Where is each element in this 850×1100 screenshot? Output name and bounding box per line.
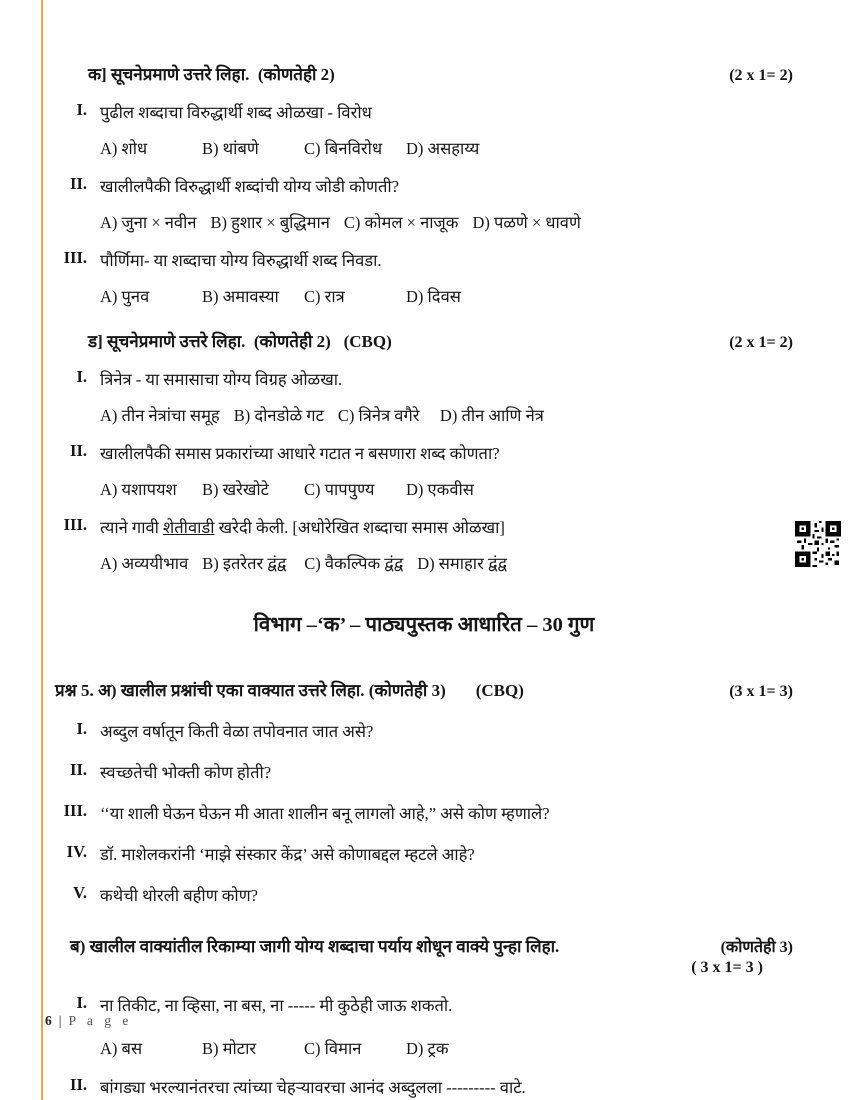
- question-text: पुढील शब्दाचा विरुद्धार्थी शब्द ओळखा - विरोध: [100, 103, 372, 122]
- question-row: [55, 993, 793, 1016]
- question5a-title-text: प्रश्न 5. अ) खालील प्रश्नांची एका वाक्यात उत्तरे लिहा. (कोणतेही 3): [55, 681, 446, 700]
- question-row: [55, 441, 793, 464]
- page-footer: [45, 1013, 132, 1029]
- question-text: डॉ. माशेलकरांनी ‘माझे संस्कार केंद्र’ असे कोणाबद्दल म्हटले आहे?: [100, 845, 475, 864]
- question5b-any3: (कोणतेही 3): [720, 939, 793, 956]
- question-number: II.: [70, 441, 87, 460]
- question-row: [55, 367, 793, 390]
- question-number: III.: [63, 248, 87, 267]
- section-k-title: क] सूचनेप्रमाणे उत्तरे लिहा. (कोणतेही 2): [88, 65, 335, 84]
- left-margin-rule: [41, 0, 43, 1100]
- question-number: III.: [63, 801, 87, 820]
- question-text: त्रिनेत्र - या समासाचा योग्य विग्रह ओळखा.: [100, 370, 343, 389]
- option-c: C) रात्र: [304, 287, 345, 306]
- section-d-title: ड] सूचनेप्रमाणे उत्तरे लिहा. (कोणतेही 2) (CBQ): [88, 332, 392, 351]
- question-number: II.: [70, 174, 87, 193]
- question-number: I.: [76, 367, 87, 386]
- option-a: A) बस: [100, 1039, 143, 1058]
- option-c: C) त्रिनेत्र वगैरे: [337, 406, 420, 425]
- options-row: [100, 136, 793, 159]
- option-b: B) दोनडोळे गट: [233, 406, 324, 425]
- question-number: II.: [70, 1075, 87, 1094]
- option-b: B) थांबणे: [202, 139, 259, 158]
- question-number: IV.: [66, 842, 87, 861]
- question5a-items: [55, 719, 793, 906]
- option-a: A) पुनव: [100, 287, 150, 306]
- question-row: [55, 801, 793, 824]
- page-content: [55, 62, 793, 1098]
- underlined-word: शेतीवाडी: [163, 518, 215, 537]
- division-heading: विभाग –‘क’ – पाठ्यपुस्तक आधारित – 30 गुण: [253, 614, 595, 636]
- section-d-marks: (2 x 1= 2): [729, 334, 793, 351]
- footer-label: P a g e: [68, 1013, 133, 1028]
- question5a-marks: (3 x 1= 3): [729, 683, 793, 700]
- question5a-title: [55, 678, 524, 701]
- question-number: I.: [76, 993, 87, 1012]
- question5b-marks: ( 3 x 1= 3 ): [691, 959, 763, 976]
- question-row: [55, 100, 793, 123]
- options-row: [100, 210, 793, 233]
- section-d-heading-row: [55, 329, 793, 352]
- question-row: [55, 248, 793, 271]
- question5a-heading-row: [55, 678, 793, 701]
- option-d: D) दिवस: [406, 287, 461, 306]
- question-text-before: त्याने गावी: [100, 518, 164, 537]
- footer-separator: |: [58, 1013, 63, 1028]
- question-number: I.: [76, 719, 87, 738]
- option-d: D) पळणे × धावणे: [472, 213, 581, 232]
- question-text: खालीलपैकी विरुद्धार्थी शब्दांची योग्य जोडी कोणती?: [100, 177, 399, 196]
- question5b-heading-row: [55, 934, 793, 957]
- option-b: B) अमावस्या: [202, 287, 279, 306]
- question-text: खालीलपैकी समास प्रकारांच्या आधारे गटात न बसणारा शब्द कोणता?: [100, 444, 500, 463]
- option-c: C) बिनविरोध: [304, 139, 383, 158]
- option-d: D) समाहार द्वंद्व: [417, 554, 507, 573]
- section-k-marks: (2 x 1= 2): [729, 67, 793, 84]
- question-text: ना तिकीट, ना व्हिसा, ना बस, ना ----- मी कुठेही जाऊ शकतो.: [100, 996, 453, 1015]
- question5b-title: ब) खालील वाक्यांतील रिकाम्या जागी योग्य शब्दाचा पर्याय शोधून वाक्ये पुन्हा लिहा.: [70, 937, 560, 956]
- question-text: स्वच्छतेची भोक्ती कोण होती?: [100, 763, 272, 782]
- option-d: D) ट्रक: [406, 1039, 449, 1058]
- question-number: V.: [73, 883, 87, 902]
- question-text: ‘‘या शाली घेऊन घेऊन मी आता शालीन बनू लागलो आहे,” असे कोण म्हणाले?: [100, 804, 550, 823]
- question-text: पौर्णिमा- या शब्दाचा योग्य विरुद्धार्थी शब्द निवडा.: [100, 251, 382, 270]
- options-row: [100, 551, 793, 574]
- option-c: C) पापपुण्य: [304, 480, 375, 499]
- question5a-cbq-label: (CBQ): [475, 681, 524, 700]
- option-c: C) वैकल्पिक द्वंद्व: [304, 554, 404, 573]
- options-row: [100, 403, 793, 426]
- option-d: D) असहाय्य: [406, 139, 480, 158]
- option-b: B) मोटार: [202, 1039, 257, 1058]
- page-number: 6: [45, 1013, 53, 1028]
- option-a: A) शोध: [100, 139, 148, 158]
- option-d: D) तीन आणि नेत्र: [439, 406, 544, 425]
- question-number: III.: [63, 515, 87, 534]
- options-row: [100, 1036, 793, 1059]
- option-c: C) कोमल × नाजूक: [343, 213, 459, 232]
- question-number: I.: [76, 100, 87, 119]
- question-text: [100, 515, 793, 538]
- option-a: A) अव्ययीभाव: [100, 554, 189, 573]
- question-row: [55, 760, 793, 783]
- qr-code: [795, 521, 841, 567]
- option-d: D) एकवीस: [406, 480, 474, 499]
- question5b-items: [55, 993, 793, 1098]
- section-k-heading-row: [55, 62, 793, 85]
- options-row: [100, 477, 793, 500]
- question-text: कथेची थोरली बहीण कोण?: [100, 886, 258, 905]
- option-c: C) विमान: [304, 1039, 362, 1058]
- option-b: B) इतरेतर द्वंद्व: [202, 554, 287, 573]
- question-row: [55, 1075, 793, 1098]
- option-b: B) खरेखोटे: [202, 480, 269, 499]
- question-text-after: खरेदी केली. [अधोरेखित शब्दाचा समास ओळखा]: [214, 518, 505, 537]
- question-row: [55, 842, 793, 865]
- question-text: अब्दुल वर्षातून किती वेळा तपोवनात जात असे?: [100, 722, 374, 741]
- option-a: A) तीन नेत्रांचा समूह: [100, 406, 220, 425]
- option-a: A) यशापयश: [100, 480, 177, 499]
- question-row: [55, 719, 793, 742]
- question-row: [55, 174, 793, 197]
- option-a: A) जुना × नवीन: [100, 213, 197, 232]
- question-text: बांगड्या भरल्यानंतरचा त्यांच्या चेहऱ्यावरचा आनंद अब्दुलला --------- वाटे.: [100, 1078, 526, 1097]
- option-b: B) हुशार × बुद्धिमान: [210, 213, 330, 232]
- question-row: [55, 883, 793, 906]
- options-row: [100, 284, 793, 307]
- question-number: II.: [70, 760, 87, 779]
- question-row: [55, 515, 793, 538]
